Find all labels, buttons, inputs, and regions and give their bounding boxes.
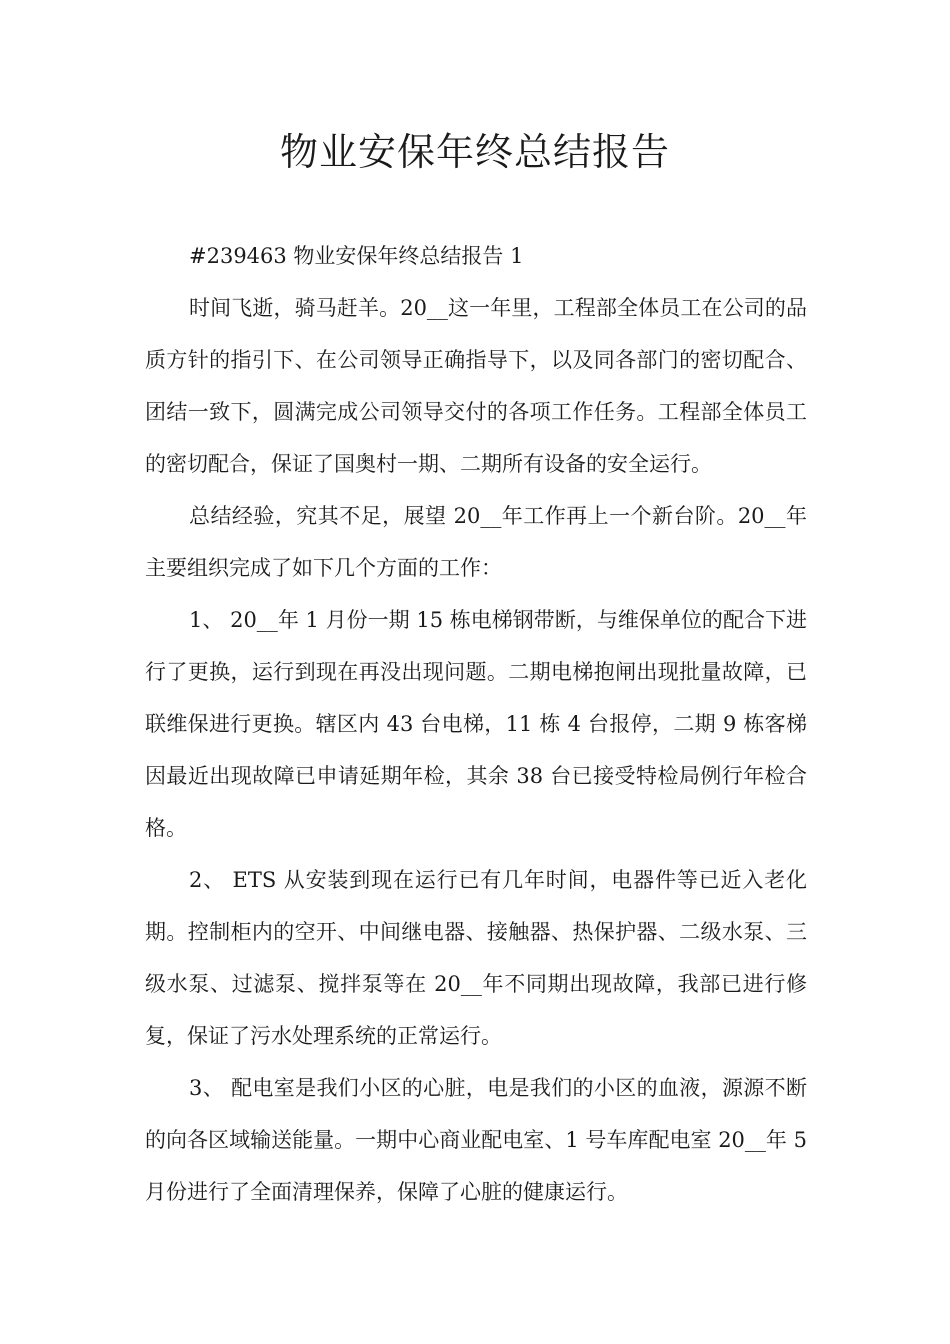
paragraph-summary: 总结经验，究其不足，展望 20__年工作再上一个新台阶。20__年主要组织完成了如下几个方面的工作： <box>145 504 807 580</box>
paragraph-intro: 时间飞逝，骑马赶羊。20__这一年里，工程部全体员工在公司的品质方针的指引下、在公司领导正确指导下，以及同各部门的密切配合、团结一致下，圆满完成公司领导交付的各项工作任务。工程部全体员工的密切配合，保证了国奥村一期、二期所有设备的安全运行。 <box>145 296 807 476</box>
paragraph-item-2: 2、 ETS 从安装到现在运行已有几年时间，电器件等已近入老化期。控制柜内的空开、中间继电器、接触器、热保护器、二级水泵、三级水泵、过滤泵、搅拌泵等在 20__年不同期出现故障，我部已进行修复，保证了污水处理系统的正常运行。 <box>145 868 807 1048</box>
document-subtitle: #239463 物业安保年终总结报告 1 <box>189 244 524 268</box>
document-body <box>145 230 807 1218</box>
paragraph-item-3: 3、 配电室是我们小区的心脏，电是我们的小区的血液，源源不断的向各区域输送能量。一期中心商业配电室、1 号车库配电室 20__年 5 月份进行了全面清理保养，保障了心脏的健康运行。 <box>145 1076 807 1204</box>
document-title: 物业安保年终总结报告 <box>279 130 670 174</box>
paragraph-item-1: 1、 20__年 1 月份一期 15 栋电梯钢带断，与维保单位的配合下进行了更换，运行到现在再没出现问题。二期电梯抱闸出现批量故障，已联维保进行更换。辖区内 43 台电梯，11 栋 4 台报停，二期 9 栋客梯因最近出现故障已申请延期年检，其余 38 台已接受特检局例行年检合格。 <box>145 608 807 840</box>
